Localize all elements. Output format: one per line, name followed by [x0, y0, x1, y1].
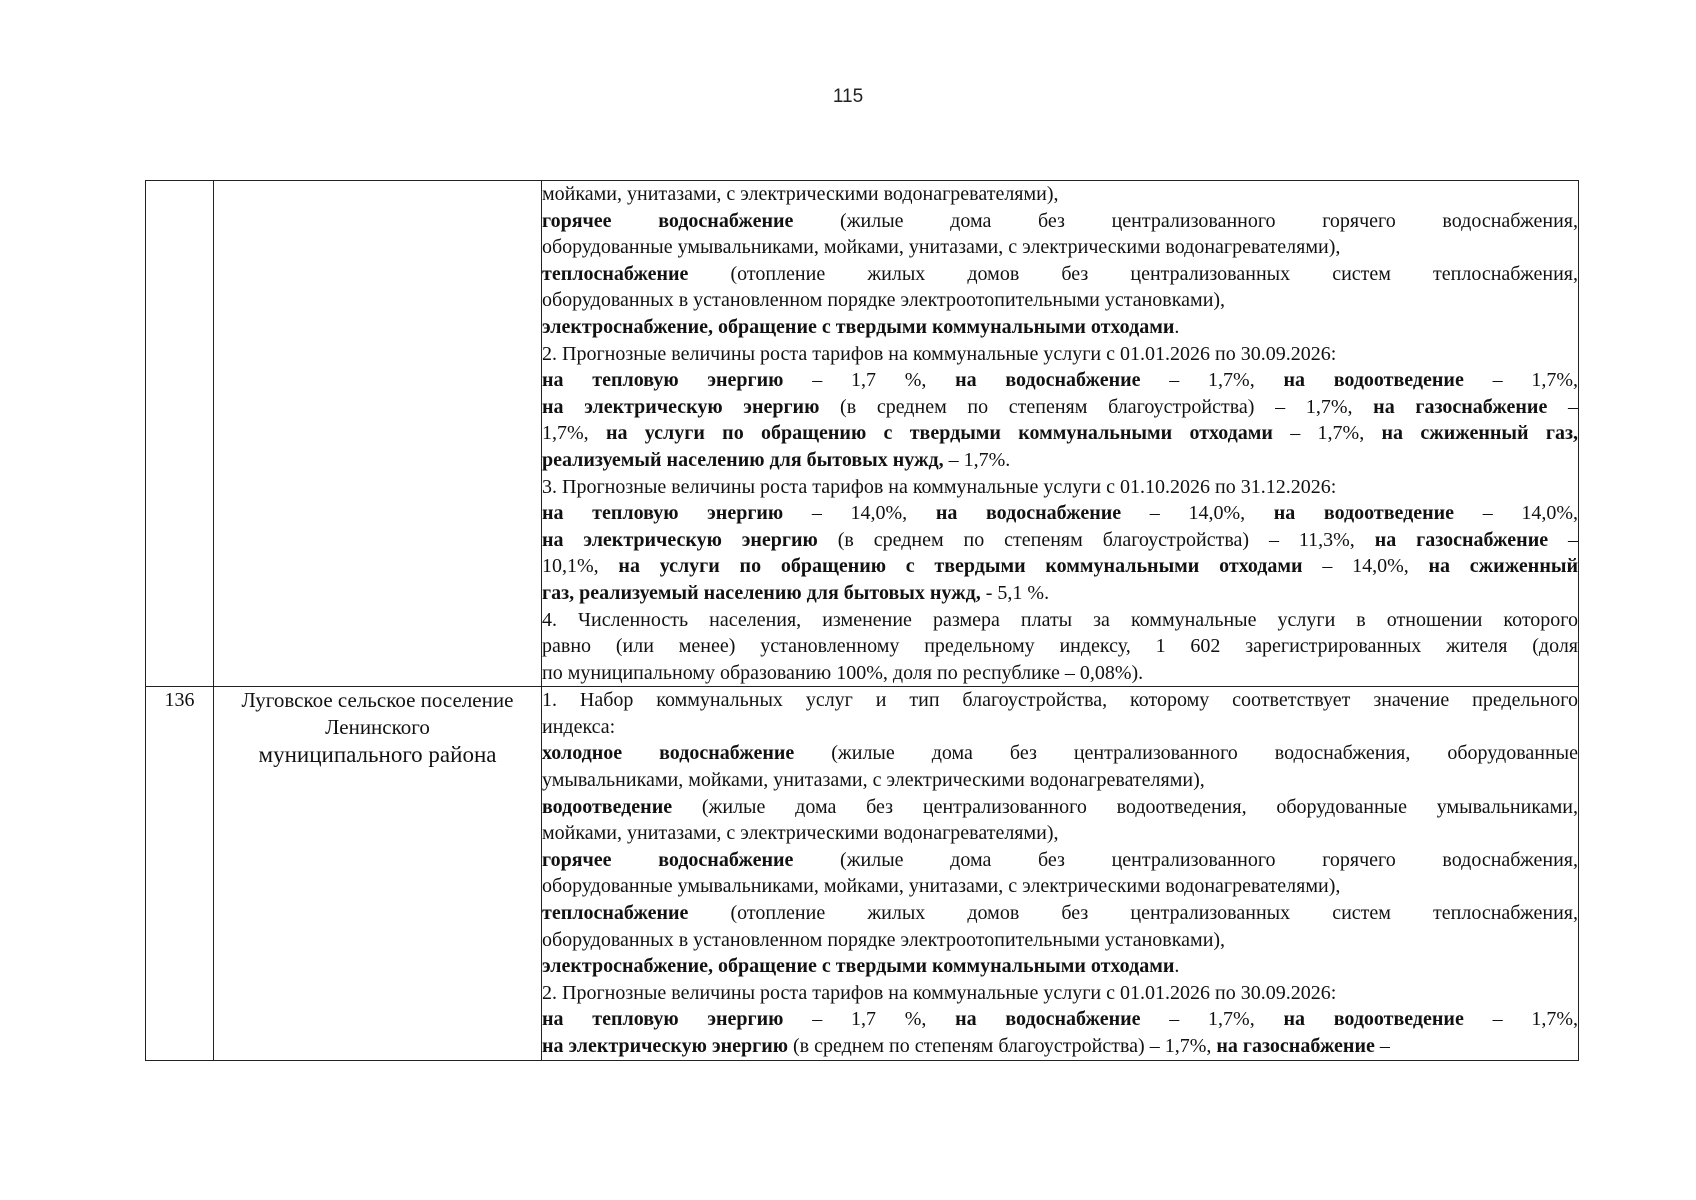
text-line [542, 953, 1578, 980]
text-run: оборудованные умывальниками, мойками, унитазами, с электрическими водонагревателями), [542, 875, 1341, 898]
text-run: – 1,7%, [1140, 1008, 1284, 1031]
text-run: (отопление жилых домов без централизованных систем теплоснабжения, [688, 902, 1578, 925]
row-number-cell [146, 181, 214, 687]
text-line [542, 287, 1578, 314]
table-row [146, 687, 1579, 1060]
text-run: мойками, унитазами, с электрическими водонагревателями), [542, 183, 1059, 205]
text-run: оборудованных в установленном порядке электроотопительными установками), [542, 289, 1226, 312]
text-line [542, 794, 1578, 821]
text-run: умывальниками, мойками, унитазами, с электрическими водонагревателями), [542, 769, 1205, 792]
text-line [542, 394, 1578, 421]
text-run: – 1,7 %, [783, 1008, 956, 1031]
bold-text-run: реализуемый населению для бытовых нужд, [542, 448, 944, 471]
bold-text-run: холодное водоснабжение [542, 742, 795, 765]
bold-text-run: электроснабжение, обращение с твердыми коммунальными отходами [542, 315, 1175, 338]
text-line [542, 1033, 1578, 1060]
text-run: – [1374, 1035, 1390, 1057]
text-line [542, 474, 1578, 501]
bold-text-run: теплоснабжение [542, 262, 689, 285]
text-run: 4. Численность населения, изменение размера платы за коммунальные услуги в отношении которого [542, 608, 1578, 631]
text-line [542, 420, 1578, 447]
text-line [542, 553, 1578, 580]
text-run: (жилые дома без централизованного горячего водоснабжения, [793, 848, 1578, 871]
text-line [542, 234, 1578, 261]
text-line [542, 660, 1578, 687]
text-line [542, 527, 1578, 554]
text-run: – 1,7%, [1463, 1008, 1578, 1031]
text-line [542, 900, 1578, 927]
bold-text-run: на электрическую энергию [542, 395, 820, 418]
text-run: (в среднем по степеням благоустройства) – 11,3%, [817, 528, 1375, 551]
text-line [542, 208, 1578, 235]
municipality-name-line: муниципального района [258, 742, 497, 768]
bold-text-run: на услуги по обращению с твердыми коммунальными отходами [618, 555, 1303, 578]
text-line [542, 607, 1578, 634]
text-run: – 1,7 %, [783, 369, 956, 392]
bold-text-run: на газоснабжение [1373, 395, 1548, 418]
text-run: – 14,0%, [783, 502, 936, 525]
text-run: 10,1%, [542, 555, 619, 578]
text-line [542, 367, 1578, 394]
text-run: мойками, унитазами, с электрическими водонагревателями), [542, 822, 1059, 845]
page-number: 115 [832, 86, 864, 107]
text-run: – 14,0%, [1121, 502, 1274, 525]
text-line [542, 980, 1578, 1007]
bold-text-run: на электрическую энергию [542, 1035, 788, 1057]
text-line [542, 580, 1578, 607]
bold-text-run: газ, реализуемый населению для бытовых нужд, [542, 581, 981, 604]
bold-text-run: на тепловую энергию [542, 369, 784, 392]
bold-text-run: на водоотведение [1273, 502, 1455, 525]
text-line [542, 873, 1578, 900]
municipality-name-line: Луговское сельское поселение [241, 688, 514, 713]
bold-text-run: горячее водоснабжение [542, 848, 794, 871]
text-line [542, 261, 1578, 288]
bold-text-run: на электрическую энергию [542, 528, 818, 551]
text-line [542, 447, 1578, 474]
text-run: – 14,0%, [1302, 555, 1429, 578]
bold-text-run: на тепловую энергию [542, 1008, 784, 1031]
text-run: (жилые дома без централизованного водоотведения, оборудованные умывальниками, [672, 795, 1578, 818]
text-run: - 5,1 %. [980, 581, 1050, 604]
text-run: оборудованных в установленном порядке электроотопительными установками), [542, 928, 1226, 951]
text-line [542, 714, 1578, 741]
text-run: (в среднем по степеням благоустройства) – 1,7%, [819, 395, 1374, 418]
text-run: – 1,7%, [1140, 369, 1284, 392]
municipality-name-line: Ленинского [325, 715, 430, 740]
tariff-table [145, 180, 1579, 1061]
text-run: – [1548, 528, 1579, 551]
bold-text-run: на тепловую энергию [542, 502, 784, 525]
text-line [542, 500, 1578, 527]
bold-text-run: на услуги по обращению с твердыми коммунальными отходами [605, 422, 1273, 445]
bold-text-run: электроснабжение, обращение с твердыми коммунальными отходами [542, 955, 1175, 978]
text-run: – 1,7%, [1463, 369, 1578, 392]
bold-text-run: на газоснабжение [1216, 1035, 1375, 1057]
text-line [542, 633, 1578, 660]
bold-text-run: теплоснабжение [542, 902, 689, 925]
text-run: оборудованные умывальниками, мойками, унитазами, с электрическими водонагревателями), [542, 236, 1341, 259]
bold-text-run: горячее водоснабжение [542, 209, 794, 232]
text-line [542, 181, 1578, 208]
text-run: по муниципальному образованию 100%, доля по республике – 0,08%). [542, 661, 1144, 684]
bold-text-run: на газоснабжение [1374, 528, 1549, 551]
text-line [542, 341, 1578, 368]
bold-text-run: на водоснабжение [935, 502, 1122, 525]
bold-text-run: водоотведение [542, 795, 673, 818]
text-line [542, 820, 1578, 847]
text-run: 2. Прогнозные величины роста тарифов на коммунальные услуги с 01.01.2026 по 30.09.2026: [542, 981, 1337, 1004]
text-run: равно (или менее) установленному предельному индексу, 1 602 зарегистрированных жителя (доля [542, 635, 1578, 658]
bold-text-run: на водоотведение [1283, 1008, 1464, 1031]
text-line [542, 927, 1578, 954]
text-line [542, 1006, 1578, 1033]
text-run: 1,7%, [542, 422, 606, 445]
text-run: . [1174, 955, 1180, 978]
text-line [542, 314, 1578, 341]
tariff-description-cell [542, 687, 1579, 1060]
text-run: – 1,7%, [1272, 422, 1382, 445]
bold-text-run: на водоснабжение [955, 369, 1141, 392]
row-number-cell: 136 [146, 687, 214, 1060]
table-row [146, 181, 1579, 687]
tariff-description-cell [542, 181, 1579, 687]
text-line [542, 740, 1578, 767]
text-run: – 14,0%, [1454, 502, 1578, 525]
text-line [542, 847, 1578, 874]
bold-text-run: на сжиженный газ, [1381, 422, 1578, 445]
text-run: – 1,7%. [943, 448, 1011, 471]
bold-text-run: на сжиженный [1428, 555, 1578, 578]
text-run: (жилые дома без централизованного горячего водоснабжения, [793, 209, 1578, 232]
text-run: 1. Набор коммунальных услуг и тип благоустройства, которому соответствует значение предельного [542, 689, 1578, 712]
text-run: (отопление жилых домов без централизованных систем теплоснабжения, [688, 262, 1578, 285]
text-line [542, 767, 1578, 794]
text-run: . [1174, 315, 1180, 338]
bold-text-run: на водоотведение [1283, 369, 1464, 392]
text-run: индекса: [542, 715, 616, 738]
municipality-name-cell [214, 687, 542, 1060]
text-run: 2. Прогнозные величины роста тарифов на коммунальные услуги с 01.01.2026 по 30.09.2026: [542, 342, 1337, 365]
text-run: 3. Прогнозные величины роста тарифов на коммунальные услуги с 01.10.2026 по 31.12.2026: [542, 475, 1337, 498]
text-run: (в среднем по степеням благоустройства) – 1,7%, [788, 1035, 1217, 1057]
text-line [542, 687, 1578, 714]
text-run: (жилые дома без централизованного водоснабжения, оборудованные [794, 742, 1578, 765]
text-run: – [1547, 395, 1579, 418]
municipality-name-cell [214, 181, 542, 687]
bold-text-run: на водоснабжение [955, 1008, 1141, 1031]
